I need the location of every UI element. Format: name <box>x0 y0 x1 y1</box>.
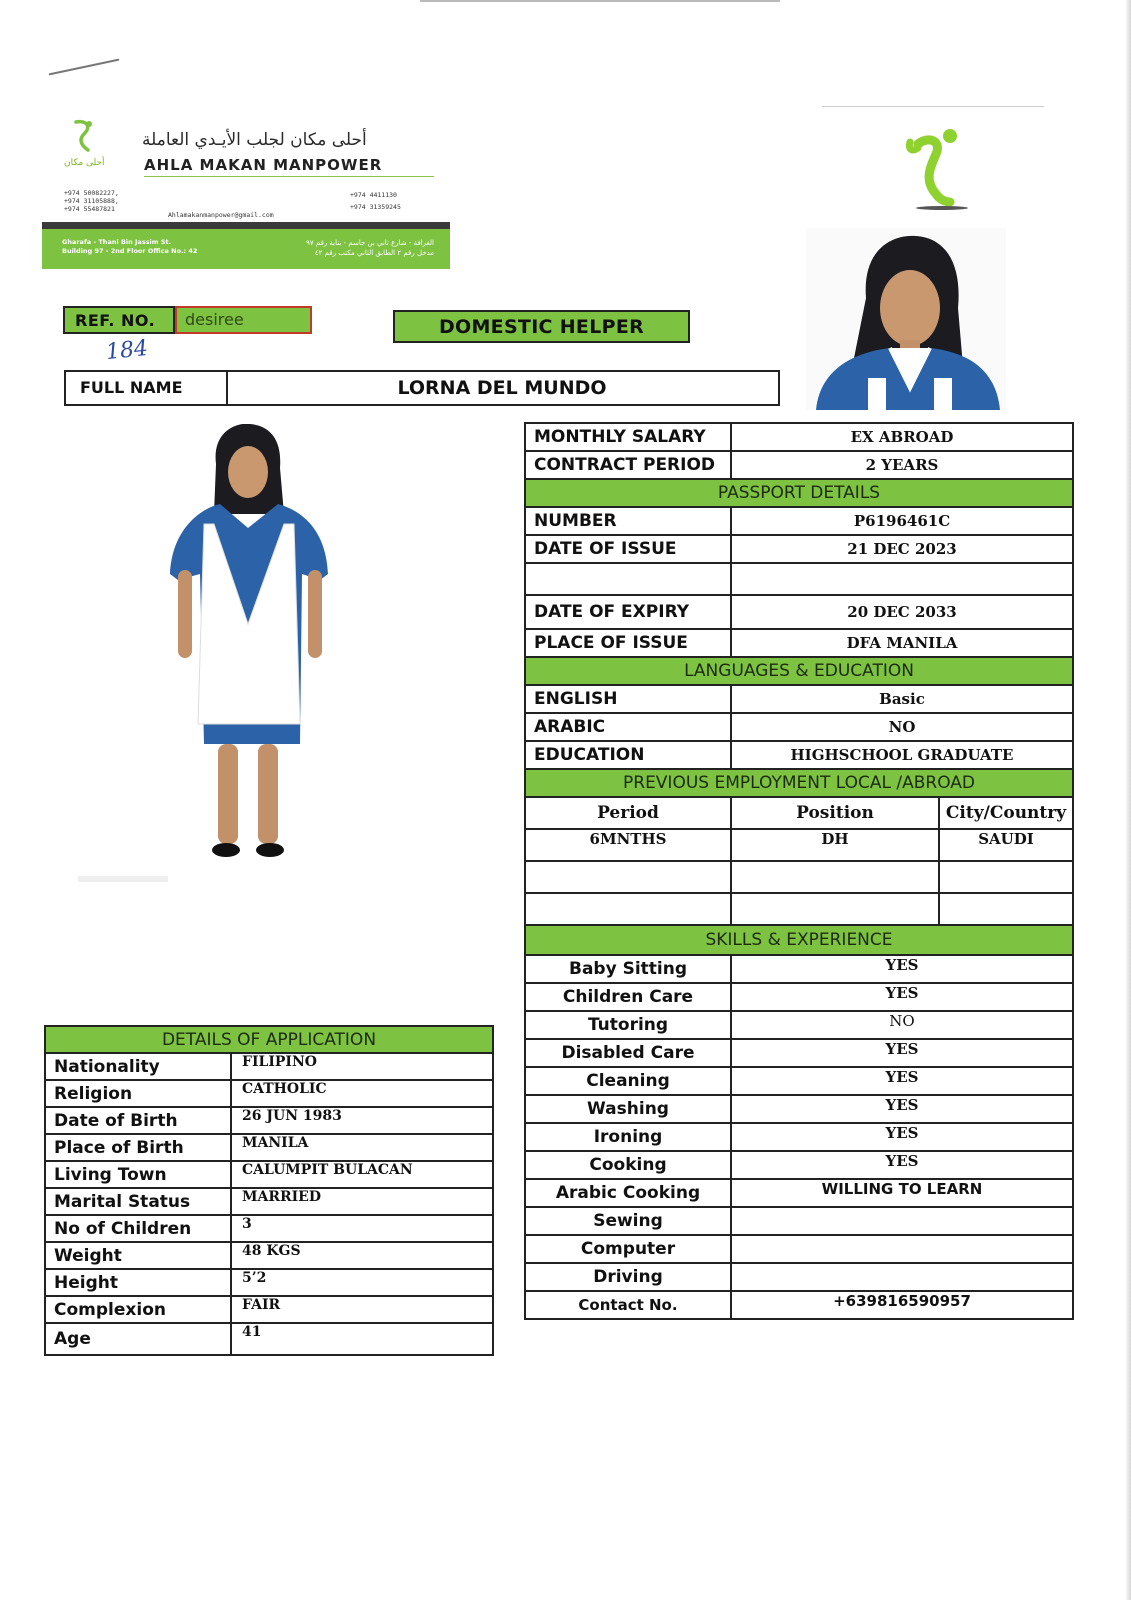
table-row <box>525 741 1073 769</box>
company-name: AHLA MAKAN MANPOWER <box>144 156 383 174</box>
contact-value: +639816590957 <box>731 1291 1073 1319</box>
birthplace-label: Place of Birth <box>45 1134 231 1161</box>
handwritten-number: 184 <box>104 335 150 366</box>
birthplace-value: MANILA <box>231 1134 493 1161</box>
table-row <box>45 1215 493 1242</box>
ref-no-label: REF. NO. <box>63 306 175 334</box>
children-label: No of Children <box>45 1215 231 1242</box>
company-name-arabic: أحلى مكان لجلب الأيـدي العاملة <box>142 130 367 150</box>
skill-label: Cooking <box>525 1151 731 1179</box>
table-row <box>45 1323 493 1355</box>
skill-value <box>731 1263 1073 1291</box>
skill-value: YES <box>731 1095 1073 1123</box>
skill-value: YES <box>731 1067 1073 1095</box>
table-row <box>525 507 1073 535</box>
phone-numbers-right: +974 4411130 +974 31359245 <box>350 191 401 211</box>
table-row <box>525 1291 1073 1319</box>
passport-number-label: NUMBER <box>525 507 731 535</box>
logo-tagline: أحلى مكان <box>64 158 105 168</box>
arabic-label: ARABIC <box>525 713 731 741</box>
empty-cell <box>731 563 1073 595</box>
section-row <box>525 657 1073 685</box>
passport-section-header: PASSPORT DETAILS <box>525 479 1073 507</box>
table-row <box>525 451 1073 479</box>
age-label: Age <box>45 1323 231 1355</box>
skill-label: Disabled Care <box>525 1039 731 1067</box>
table-row <box>525 1123 1073 1151</box>
table-row <box>525 1095 1073 1123</box>
religion-value: CATHOLIC <box>231 1080 493 1107</box>
place-issue-value: DFA MANILA <box>731 629 1073 657</box>
position-cell: DH <box>731 829 939 861</box>
children-value: 3 <box>231 1215 493 1242</box>
application-details-table <box>44 1025 494 1356</box>
table-row <box>525 1235 1073 1263</box>
pen-mark <box>49 59 120 76</box>
table-row <box>525 423 1073 451</box>
details-table-right <box>524 422 1074 1320</box>
skill-value <box>731 1235 1073 1263</box>
skill-label: Children Care <box>525 983 731 1011</box>
table-row <box>45 1242 493 1269</box>
header-dark-strip <box>42 222 450 229</box>
table-row <box>525 829 1073 861</box>
city-country-cell: SAUDI <box>939 829 1073 861</box>
table-row <box>525 1039 1073 1067</box>
table-row <box>525 1207 1073 1235</box>
skill-label: Ironing <box>525 1123 731 1151</box>
empty-cell <box>525 563 731 595</box>
skill-value <box>731 1207 1073 1235</box>
table-row <box>45 1053 493 1080</box>
portrait-photo <box>806 228 1006 410</box>
previous-employment-section-header: PREVIOUS EMPLOYMENT LOCAL /ABROAD <box>525 769 1073 797</box>
table-row <box>45 1107 493 1134</box>
nationality-value: FILIPINO <box>231 1053 493 1080</box>
skill-value: NO <box>731 1011 1073 1039</box>
complexion-label: Complexion <box>45 1296 231 1323</box>
skill-value: WILLING TO LEARN <box>731 1179 1073 1207</box>
living-town-value: CALUMPIT BULACAN <box>231 1161 493 1188</box>
empty-cell <box>731 861 939 893</box>
expiry-date-value: 20 DEC 2033 <box>731 595 1073 629</box>
empty-cell <box>525 861 731 893</box>
contact-label: Contact No. <box>525 1291 731 1319</box>
table-row <box>525 955 1073 983</box>
height-label: Height <box>45 1269 231 1296</box>
skill-value: YES <box>731 1151 1073 1179</box>
salary-label: MONTHLY SALARY <box>525 423 731 451</box>
issue-date-label: DATE OF ISSUE <box>525 535 731 563</box>
scan-edge-top <box>420 0 780 2</box>
section-row <box>525 479 1073 507</box>
skill-value: YES <box>731 1123 1073 1151</box>
table-row <box>45 1134 493 1161</box>
empty-cell <box>939 861 1073 893</box>
dob-value: 26 JUN 1983 <box>231 1107 493 1134</box>
marital-status-value: MARRIED <box>231 1188 493 1215</box>
table-row <box>525 1263 1073 1291</box>
skill-label: Cleaning <box>525 1067 731 1095</box>
expiry-date-label: DATE OF EXPIRY <box>525 595 731 629</box>
table-row <box>525 685 1073 713</box>
table-row <box>45 1269 493 1296</box>
section-row <box>45 1026 493 1053</box>
skill-value: YES <box>731 955 1073 983</box>
table-row <box>525 983 1073 1011</box>
header-divider <box>144 176 434 177</box>
living-town-label: Living Town <box>45 1161 231 1188</box>
marital-status-label: Marital Status <box>45 1188 231 1215</box>
scan-edge-right <box>1125 0 1131 1600</box>
table-row-empty <box>525 861 1073 893</box>
arabic-value: NO <box>731 713 1073 741</box>
table-row <box>525 535 1073 563</box>
salary-value: EX ABROAD <box>731 423 1073 451</box>
education-label: EDUCATION <box>525 741 731 769</box>
age-value: 41 <box>231 1323 493 1355</box>
passport-number-value: P6196461C <box>731 507 1073 535</box>
table-row <box>45 1080 493 1107</box>
position-header: Position <box>731 797 939 829</box>
table-row <box>45 1161 493 1188</box>
empty-cell <box>939 893 1073 925</box>
languages-section-header: LANGUAGES & EDUCATION <box>525 657 1073 685</box>
period-cell: 6MNTHS <box>525 829 731 861</box>
table-row <box>525 595 1073 629</box>
address-arabic: الغرافة - شارع ثاني بن جاسم - بناية رقم ٩٧ مدخل رقم ٢ الطابق الثاني مكتب رقم ٤٢ <box>306 239 434 257</box>
address-english: Gharafa - Thani Bin Jassim St. Building 97 - 2nd Floor Office No.: 42 <box>62 238 198 255</box>
company-email: Ahlamakanmanpower@gmail.com <box>168 211 274 219</box>
dob-label: Date of Birth <box>45 1107 231 1134</box>
period-header: Period <box>525 797 731 829</box>
table-row <box>525 1179 1073 1207</box>
full-name-label: FULL NAME <box>64 370 228 406</box>
company-logo-icon <box>62 118 98 154</box>
english-label: ENGLISH <box>525 685 731 713</box>
place-issue-label: PLACE OF ISSUE <box>525 629 731 657</box>
issue-date-value: 21 DEC 2023 <box>731 535 1073 563</box>
contract-label: CONTRACT PERIOD <box>525 451 731 479</box>
job-title: DOMESTIC HELPER <box>393 310 690 343</box>
weight-value: 48 KGS <box>231 1242 493 1269</box>
skill-value: YES <box>731 983 1073 1011</box>
photo-caption-faint <box>78 876 168 882</box>
section-row <box>525 769 1073 797</box>
table-row <box>525 629 1073 657</box>
skill-label: Arabic Cooking <box>525 1179 731 1207</box>
city-country-header: City/Country <box>939 797 1073 829</box>
full-body-photo <box>150 424 350 874</box>
ref-no-value: desiree <box>175 306 312 334</box>
skill-label: Computer <box>525 1235 731 1263</box>
empty-cell <box>731 893 939 925</box>
photo-top-line <box>822 106 1044 107</box>
skill-label: Driving <box>525 1263 731 1291</box>
table-row <box>45 1188 493 1215</box>
empty-cell <box>525 893 731 925</box>
table-header-row <box>525 797 1073 829</box>
religion-label: Religion <box>45 1080 231 1107</box>
nationality-label: Nationality <box>45 1053 231 1080</box>
section-row <box>525 925 1073 955</box>
complexion-value: FAIR <box>231 1296 493 1323</box>
company-logo-large-icon <box>880 122 980 212</box>
skill-label: Washing <box>525 1095 731 1123</box>
table-row-empty <box>525 563 1073 595</box>
table-row <box>525 1011 1073 1039</box>
skills-section-header: SKILLS & EXPERIENCE <box>525 925 1073 955</box>
skill-label: Baby Sitting <box>525 955 731 983</box>
weight-label: Weight <box>45 1242 231 1269</box>
contract-value: 2 YEARS <box>731 451 1073 479</box>
skill-value: YES <box>731 1039 1073 1067</box>
height-value: 5’2 <box>231 1269 493 1296</box>
english-value: Basic <box>731 685 1073 713</box>
table-row-empty <box>525 893 1073 925</box>
table-row <box>525 1067 1073 1095</box>
table-row <box>525 713 1073 741</box>
skill-label: Tutoring <box>525 1011 731 1039</box>
table-row <box>45 1296 493 1323</box>
full-name-value: LORNA DEL MUNDO <box>226 370 780 406</box>
phone-numbers-left: +974 50082227, +974 31105888, +974 55487821 <box>64 189 119 213</box>
skill-label: Sewing <box>525 1207 731 1235</box>
education-value: HIGHSCHOOL GRADUATE <box>731 741 1073 769</box>
application-section-header: DETAILS OF APPLICATION <box>45 1026 493 1053</box>
table-row <box>525 1151 1073 1179</box>
